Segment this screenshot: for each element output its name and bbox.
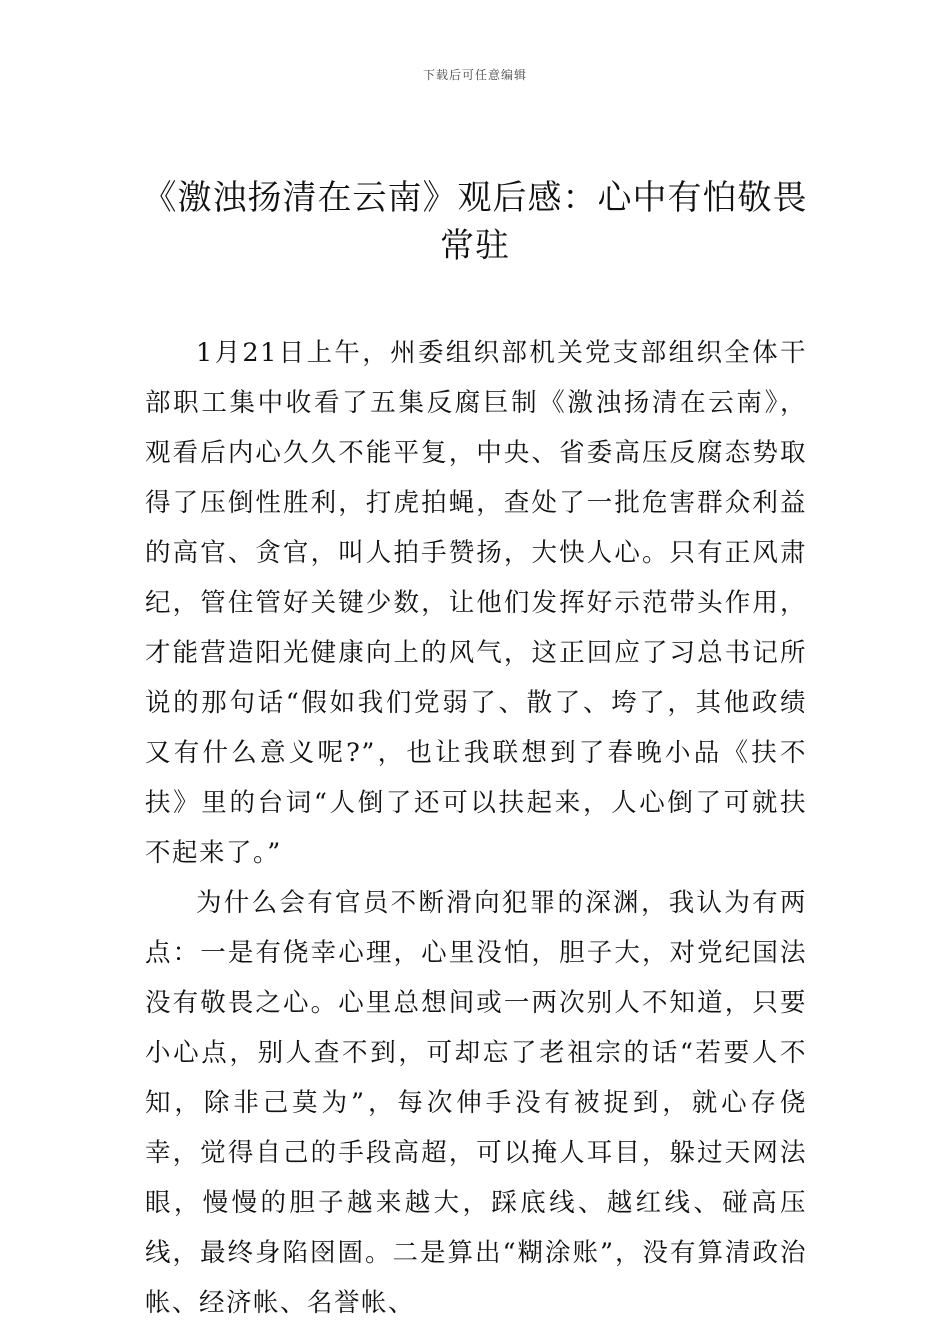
document-title: 《激浊扬清在云南》观后感：心中有怕敬畏常驻 [142,178,808,266]
paragraph: 为什么会有官员不断滑向犯罪的深渊，我认为有两点：一是有侥幸心理，心里没怕，胆子大，对党纪国法没有敬畏之心。心里总想间或一两次别人不知道，只要小心点，别人查不到，可却忘了老祖宗的话“若要人不知，除非己莫为”，每次伸手没有被捉到，就心存侥幸，觉得自己的手段高超，可以掩人耳目，躲过天网法眼，慢慢的胆子越来越大，踩底线、越红线、碰高压线，最终身陷囹圄。二是算出“糊涂账”，没有算清政治帐、经济帐、名誉帐、 [145,888,807,1318]
header-note: 下载后可任意编辑 [422,68,527,82]
document-body [145,328,807,1328]
paragraph: 1月21日上午，州委组织部机关党支部组织全体干部职工集中收看了五集反腐巨制《激浊扬清在云南》，观看后内心久久不能平复，中央、省委高压反腐态势取得了压倒性胜利，打虎拍蝇，查处了一批危害群众利益的高官、贪官，叫人拍手赞扬，大快人心。只有正风肃纪，管住管好关键少数，让他们发挥好示范带头作用，才能营造阳光健康向上的风气，这正回应了习总书记所说的那句话“假如我们党弱了、散了、垮了，其他政绩又有什么意义呢?”，也让我联想到了春晚小品《扶不扶》里的台词“人倒了还可以扶起来，人心倒了可就扶不起来了。” [145,338,807,868]
